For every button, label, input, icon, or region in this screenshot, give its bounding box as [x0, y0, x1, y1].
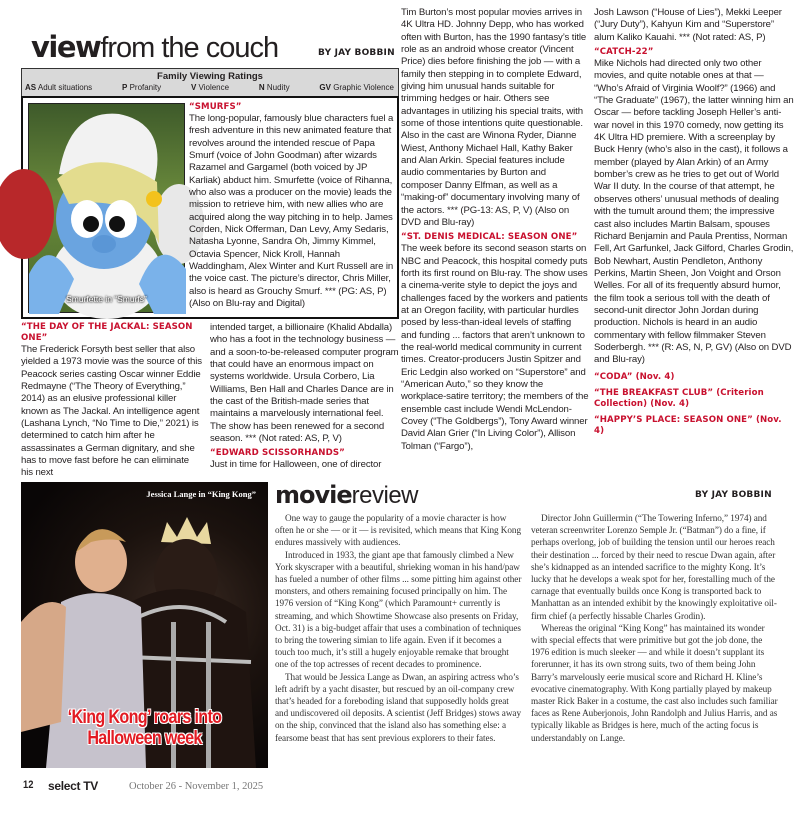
- title-bold: movie: [275, 481, 352, 509]
- king-kong-photo: [21, 482, 268, 768]
- review-paragraph: Whereas the original “King Kong” has maintained its wonder with special effects that were primitive but got the job done, the 1976 edition is much sleeker — and while it doesn’t supplant its forerunner, it has its own strong suits, two of them being John Barry’s marvelously eerie musical score and Richard H. Kline’s evocative cinematography. With Kong partially played by makeup master Rick Baker in a costume, the cast also includes such familiar faces as Rene Auberjonois, John Randolph and Julius Harris, and as typically likable as Bridges is here, much of the acting focus is understandably on Lange.: [531, 622, 778, 743]
- review-title: “THE DAY OF THE JACKAL: SEASON ONE”: [21, 322, 193, 343]
- review-body: Mike Nichols had directed only two other movies, and quite notable ones at that — “Who’s Afraid of Virginia Woolf?” (1966) and “The Graduate” (1967), the latter winning him an Oscar — before tackling Joseph Heller’s anti-war novel in this 1970 comedy, now getting its 4K Ultra HD premiere. With a screenplay by Buck Henry (who’s also in the cast), it follows a member (played by Alan Arkin) of an Army bomber’s crew as he tries to get out of World War II duty. In the course of that attempt, he observes others’ unusual methods of dealing with the tumult around them; the impressive cast also includes Martin Balsam, spouses Richard Benjamin and Paula Prentiss, Norman Fell, Art Garfunkel, Jack Gilford, Charles Grodin, Bob Newhart, Austin Pendleton, Anthony Perkins, Martin Sheen, Jon Voight and Orson Welles. For all of its frequently absurd humor, the film took a serious toll with the death of second-unit director John Jordan during production. Nichols is heard in an audio commentary with fellow filmmaker Steven Soderbergh. *** (R: AS, N, P, GV) (Also on DVD and Blu-ray): [594, 58, 794, 366]
- catch22-column: [594, 7, 794, 473]
- issue-dates: October 26 - November 1, 2025: [129, 781, 264, 792]
- smurfette-illustration: [29, 104, 186, 314]
- title-listing: “CODA” (Nov. 4): [594, 371, 675, 382]
- ratings-title: Family Viewing Ratings: [157, 71, 263, 82]
- review-paragraph: Director John Guillermin (“The Towering Inferno,” 1974) and veteran screenwriter Lorenzo Semple Jr. (“Batman”) do a fine, if perhaps overlong, job of building the tension until our heroes reach their destination ... forced by their need to rescue Dwan again, after she’s kidnapped as an intended sacrifice to the mighty Kong. It’s lucky that he develops a weak spot for her, forestalling much of the carnage that eventually builds once Kong is transported back to Manhattan as an intended exhibit by the knowingly exploitative oil-firm chief (a perfectly hissable Charles Grodin).: [531, 513, 777, 621]
- section-title-movie-review: [275, 480, 418, 511]
- section-title-view-from-the-couch: [31, 30, 278, 65]
- smurfs-review: [189, 102, 397, 314]
- photo-caption: Jessica Lange in “King Kong”: [146, 489, 256, 499]
- title-listing: “THE BREAKFAST CLUB” (Criterion Collection) (Nov. 4): [594, 387, 764, 409]
- title-light: review: [351, 482, 419, 509]
- review-body: The Frederick Forsyth best seller that also yielded a 1973 movie was the source of this Peacock series casting Oscar winner Eddie Redmayne (“The Theory of Everything,” 2014) as an elusive professional killer known as The Jackal. An intelligence agent (Lashana Lynch, “No Time to Die,” 2021) is determined to catch him after he assassinates a German dignitary, and she has to move fast before he can eliminate his next: [21, 344, 202, 479]
- title-listing: “HAPPY’S PLACE: SEASON ONE” (Nov. 4): [594, 414, 782, 436]
- review-column-1: [275, 512, 523, 744]
- review-title: “EDWARD SCISSORHANDS”: [210, 448, 345, 459]
- rating-v: V Violence: [190, 83, 230, 92]
- page-number: 12: [23, 779, 34, 791]
- title-bold: view: [31, 30, 101, 64]
- review-body: The week before its second season starts on NBC and Peacock, this hospital comedy puts forth its first round on Blu-ray. The show uses a cinema-verite style to depict the joys and challenges faced by the workers and patients at an Oregon facility, with particular hurdles posed by less-than-ideal levels of staffing and funding ... factors that aren’t unknown to the real-world medical community in current times. Creator-producers Justin Spitzer and Eric Ledgin also worked on “Superstore” and “American Auto,” so they know the workplace-satire territory; the members of the ensemble cast include Wendi McLendon-Covey (“The Goldbergs”), Tony Award winner David Alan Grier (“In Living Color”), Allison Tolman (“Fargo”),: [401, 243, 589, 452]
- review-paragraph: That would be Jessica Lange as Dwan, an aspiring actress who’s left adrift by a yacht disaster, but rescued by an oil-company crew that’s headed for a foreboding island that supposedly holds great and undiscovered oil deposits. A scientist (Jeff Bridges) stows away on the ship, convinced that the island also has something else: a fearsome beast that has sent previous explorers to their fates.: [275, 671, 521, 743]
- byline: BY JAY BOBBIN: [695, 490, 772, 500]
- photo-caption: Smurfette in “Smurfs”: [66, 294, 147, 304]
- rating-p: P Profanity: [121, 83, 162, 92]
- review-paragraph: Introduced in 1933, the giant ape that famously climbed a New York skyscraper with a beautiful, shrieking woman in his hand/paw has fueled a number of other films ... some pitting him against other monsters, and others remaining focused principally on him. The 1976 version of “King Kong” (which Paramount+ currently is streaming, and which Showtime Showcase also presents on Friday, Oct. 31) is a big-budget affair that uses a combination of techniques to bring the towering simian to life again. Even if it becomes a touch too much, it’s still a hugely enjoyable remake that brought one of the top actresses of recent decades to prominence.: [275, 549, 522, 670]
- review-title: “CATCH-22”: [594, 47, 654, 58]
- jackal-review-column: [21, 322, 203, 479]
- review-paragraph: One way to gauge the popularity of a movie character is how often he or she — or it — is revisited, which means that King Kong endures massively with audiences.: [275, 513, 521, 548]
- review-body: intended target, a billionaire (Khalid Abdalla) who has a foot in the technology business — and a soon-to-be-released computer program that could have an enormous impact on systems worldwide. Ursula Corbero, Lia Williams, Ben Hall and Charles Dance are in the cast of the British-made series that maintains a marvelously international feel. The show has been renewed for a second season. *** (Not rated: AS, P, V): [210, 322, 399, 445]
- smurfette-photo: [28, 103, 185, 313]
- review-body: Just in time for Halloween, one of director: [210, 459, 382, 471]
- review-title: “ST. DENIS MEDICAL: SEASON ONE”: [401, 232, 578, 243]
- rating-n: N Nudity: [258, 83, 290, 92]
- jackal-edward-column: [210, 322, 400, 472]
- title-light: from the couch: [100, 32, 279, 64]
- family-viewing-ratings: [21, 68, 399, 96]
- review-headline: ‘King Kong’ roars into Halloween week: [67, 707, 222, 749]
- byline: BY JAY BOBBIN: [318, 48, 395, 58]
- review-column-2: [531, 512, 779, 744]
- review-body: Tim Burton’s most popular movies arrives in 4K Ultra HD. Johnny Depp, who has worked often with Burton, has the 1990 fantasy’s title role as an android whose creator (Vincent Price) dies before finishing the job — with a family then stepping in to complete Edward, giving him unusual hands suitable for trimming hedges or hair. Others see advantages in utilizing his special traits, with some of those intentions quite questionable. Also in the cast are Winona Ryder, Dianne Wiest, Anthony Michael Hall, Kathy Baker and Alan Arkin. Special features include audio commentaries by Burton and composer Danny Elfman, as well as a “making-of” documentary involving many of the actors. *** (PG-13: AS, P, V) (Also on DVD and Blu-ray): [401, 7, 587, 228]
- review-body: Josh Lawson (“House of Lies”), Mekki Leeper (“Jury Duty”), Kahyun Kim and “Superstore” alum Kaliko Kauahi. *** (Not rated: AS, P): [594, 7, 782, 43]
- rating-gv: GV Graphic Violence: [319, 83, 394, 92]
- smurfs-feature-box: [21, 96, 399, 319]
- rating-as: AS Adult situations: [25, 83, 93, 92]
- publication-name: select TV: [48, 779, 98, 793]
- review-title: “SMURFS”: [189, 102, 242, 112]
- review-body: The long-popular, famously blue characters fuel a fresh adventure in this new animated feature that revolves around the intended rescue of Papa Smurf (voice of John Goodman) after wizards Razamel and Gargamel (both voiced by JP Karliak) abduct him. Smurfette (voice of Rihanna, who also was a producer on the movie) leads the mission to retrieve him, with new allies who are acquired along the way pitching in to help. James Corden, Nick Offerman, Dan Levy, Amy Sedaris, Natasha Lyonne, Sandra Oh, Jimmy Kimmel, Octavia Spencer, Nick Kroll, Hannah Waddingham, Alex Winter and Kurt Russell are in the voice cast. The picture’s director, Chris Miller, also is heard as Grouchy Smurf. *** (PG: AS, P) (Also on Blu-ray and Digital): [189, 113, 394, 310]
- edward-stdenis-column: [401, 7, 589, 473]
